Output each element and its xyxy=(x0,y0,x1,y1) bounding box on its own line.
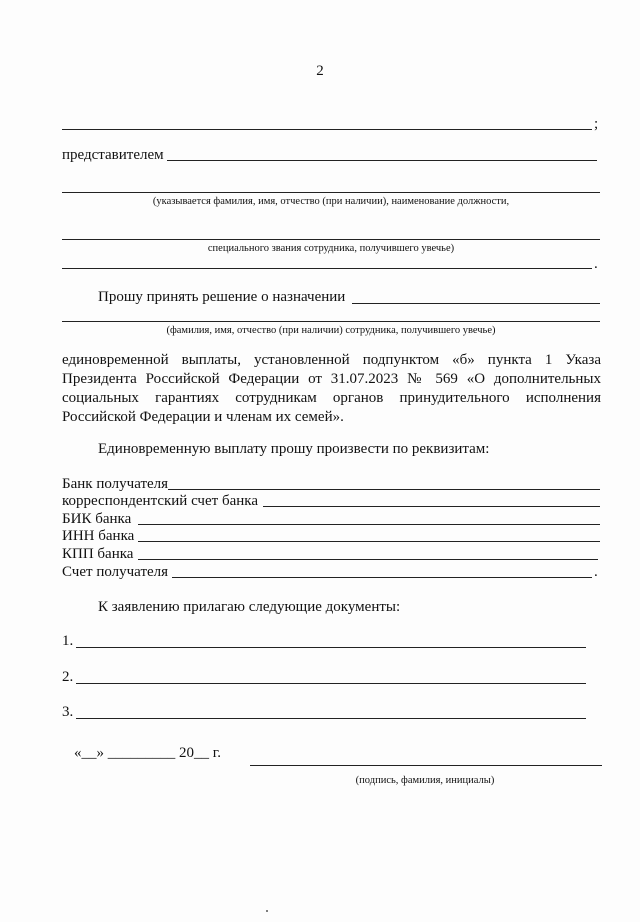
caption-representative-1: (указывается фамилия, имя, отчество (при наличии), наименование должности, xyxy=(152,196,510,207)
caption-person: (фамилия, имя, отчество (при наличии) сотрудника, получившего увечье) xyxy=(166,325,496,336)
payment-paragraph: единовременной выплаты, установленной подпунктом «б» пункта 1 Указа Президента Российской Федерации от 31.07.2023 № 569 «О дополнительных социальных гарантиях сотрудникам органов принудительного исполнения Российской Федерации и членам их семей». xyxy=(62,352,601,425)
caption-representative-2: специального звания сотрудника, получившего увечье) xyxy=(207,243,455,254)
attachment-number: 1. xyxy=(62,633,74,649)
representative-line-3 xyxy=(62,239,600,240)
line-period: . xyxy=(594,256,598,272)
bank-end-period: . xyxy=(594,564,598,580)
representative-line-4 xyxy=(62,268,592,269)
bank-field-label: корреспондентский счет банка xyxy=(62,493,258,509)
bank-field-line xyxy=(168,489,600,490)
request-name-line xyxy=(352,303,600,304)
caption-signature: (подпись, фамилия, инициалы) xyxy=(355,775,495,786)
bank-field-line xyxy=(172,577,592,578)
attachment-line xyxy=(76,683,586,684)
bank-field-line xyxy=(138,541,600,542)
bank-field-line xyxy=(138,524,600,525)
top-blank-line xyxy=(62,129,592,130)
signature-line xyxy=(250,765,602,766)
bank-field-line xyxy=(138,559,598,560)
bank-field-label: Банк получателя xyxy=(62,476,169,492)
bank-field-label: КПП банка xyxy=(62,546,134,562)
request-name-line-2 xyxy=(62,321,600,322)
bank-field-label: БИК банка xyxy=(62,511,132,527)
attachments-heading: К заявлению прилагаю следующие документы: xyxy=(98,599,401,615)
bank-field-label: Счет получателя xyxy=(62,564,169,580)
representative-line xyxy=(167,160,597,161)
representative-line-2 xyxy=(62,192,600,193)
attachment-line xyxy=(76,718,586,719)
details-heading: Единовременную выплату прошу произвести по реквизитам: xyxy=(98,441,490,457)
scan-speck xyxy=(266,910,268,912)
top-line-semicolon: ; xyxy=(594,116,599,132)
attachment-line xyxy=(76,647,586,648)
attachment-number: 2. xyxy=(62,669,74,685)
date-line: «__» _________ 20__ г. xyxy=(74,745,221,761)
bank-field-line xyxy=(263,506,600,507)
bank-field-label: ИНН банка xyxy=(62,528,135,544)
request-text: Прошу принять решение о назначении xyxy=(98,289,346,305)
page-number: 2 xyxy=(316,63,324,79)
representative-label: представителем xyxy=(62,147,164,163)
attachment-number: 3. xyxy=(62,704,74,720)
